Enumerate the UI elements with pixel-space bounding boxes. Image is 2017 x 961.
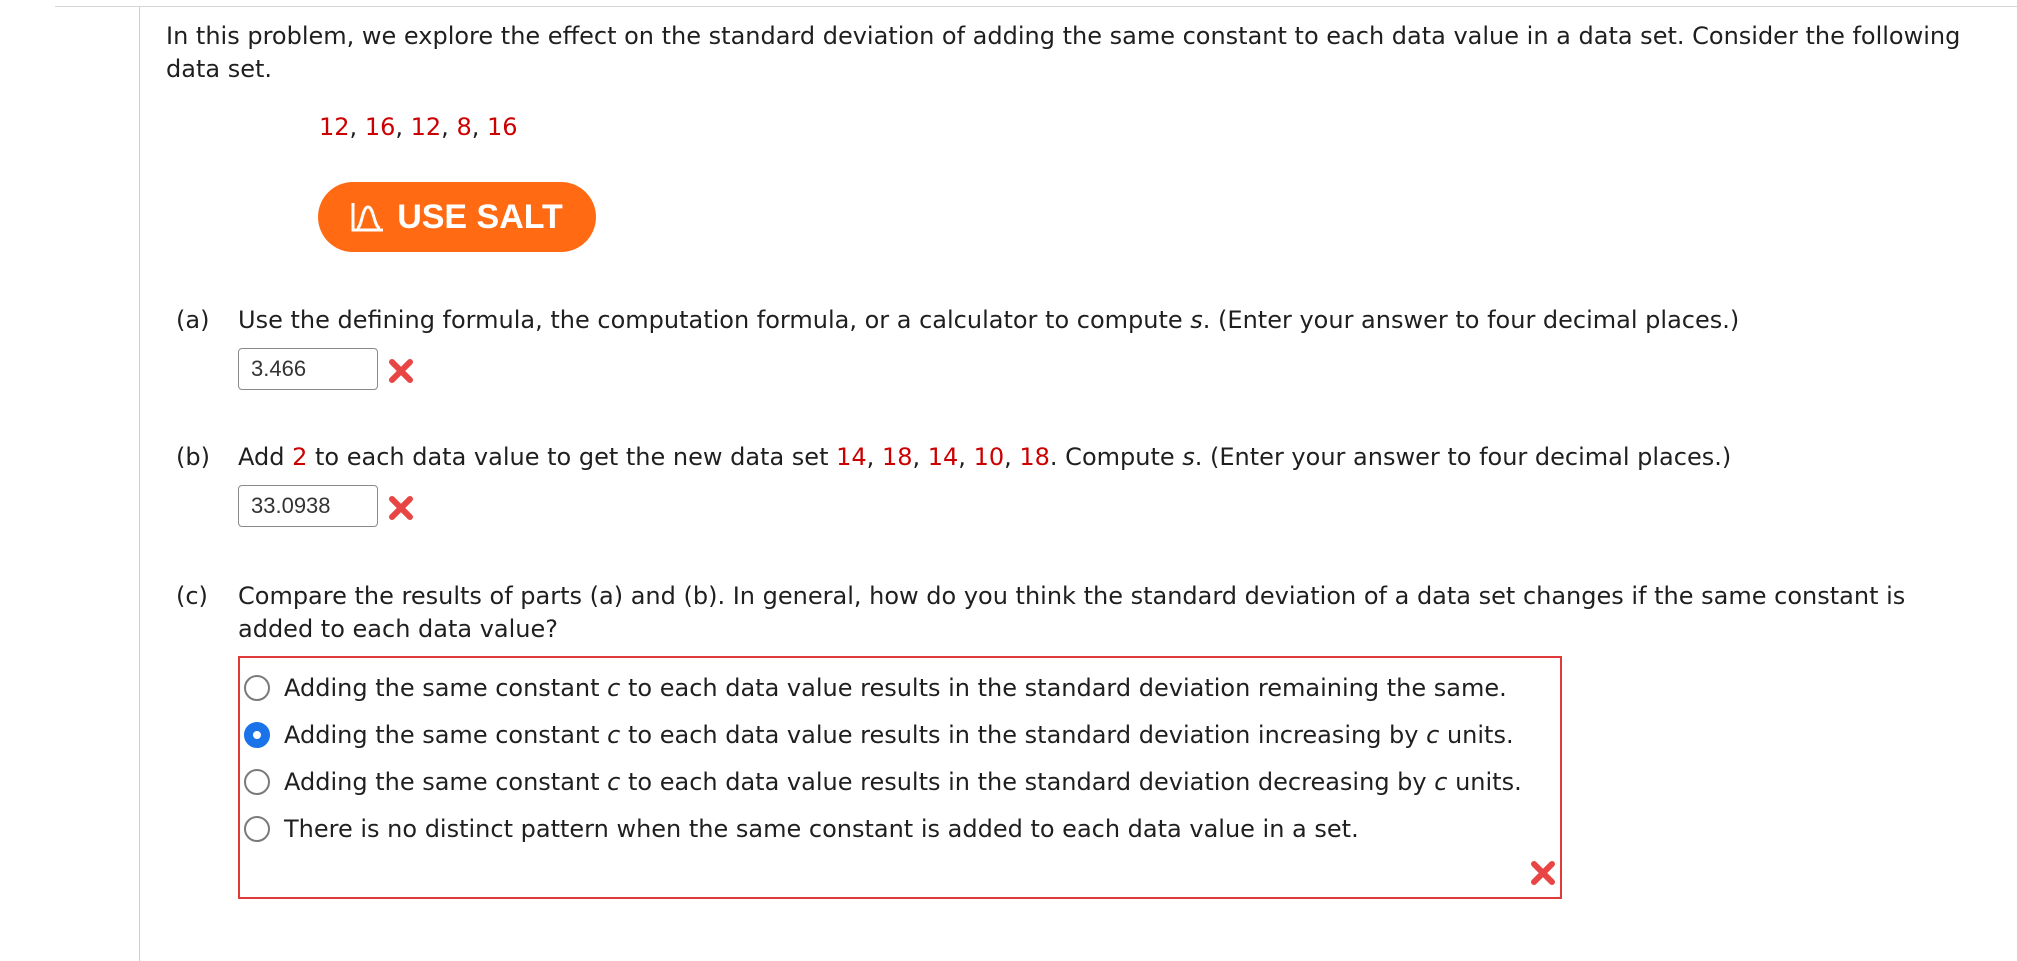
choice-increases-by-c[interactable]: Adding the same constant c to each data value results in the standard deviation increasing by c units.: [244, 717, 1514, 753]
part-c-choices: [238, 656, 1562, 899]
part-a-incorrect-x-icon: [387, 357, 415, 385]
data-set: 12, 16, 12, 8, 16: [319, 113, 518, 141]
top-frame-edge: [55, 0, 2017, 7]
radio-button[interactable]: [244, 816, 270, 842]
part-c-question: Compare the results of parts (a) and (b). In general, how do you think the standard deviation of a data set changes if the same constant is added to each data value?: [238, 582, 1906, 643]
choice-decreases-by-c[interactable]: Adding the same constant c to each data value results in the standard deviation decreasing by c units.: [244, 764, 1522, 800]
data-value: 16: [364, 113, 396, 141]
part-b-incorrect-x-icon: [387, 494, 415, 522]
choice-remains-same[interactable]: Adding the same constant c to each data value results in the standard deviation remaining the same.: [244, 670, 1507, 706]
radio-button-selected[interactable]: [244, 722, 270, 748]
part-b-answer-input[interactable]: [238, 485, 378, 527]
part-a-label: (a): [176, 306, 210, 334]
added-constant: 2: [292, 443, 308, 471]
choice-no-pattern[interactable]: There is no distinct pattern when the same constant is added to each data value in a set.: [244, 811, 1359, 847]
data-value: 12: [410, 113, 442, 141]
new-data-value: 10: [973, 443, 1005, 471]
part-a-answer-input[interactable]: [238, 348, 378, 390]
problem-intro: In this problem, we explore the effect on the standard deviation of adding the same constant to each data value in a data set. Consider the following data set.: [166, 22, 1961, 83]
radio-button[interactable]: [244, 769, 270, 795]
left-margin-rule: [139, 7, 140, 961]
part-c-incorrect-x-icon: [1529, 859, 1557, 887]
salt-distribution-icon: [351, 201, 385, 233]
new-data-value: 14: [927, 443, 959, 471]
data-value: 12: [319, 113, 350, 141]
part-c-label: (c): [176, 582, 208, 610]
data-value: 8: [456, 113, 472, 141]
new-data-value: 14: [836, 443, 867, 471]
new-data-value: 18: [1019, 443, 1050, 471]
data-value: 16: [486, 113, 518, 141]
radio-button[interactable]: [244, 675, 270, 701]
use-salt-button[interactable]: [318, 182, 596, 252]
use-salt-label: USE SALT: [397, 197, 563, 236]
part-b-label: (b): [176, 443, 210, 471]
new-data-value: 18: [881, 443, 913, 471]
